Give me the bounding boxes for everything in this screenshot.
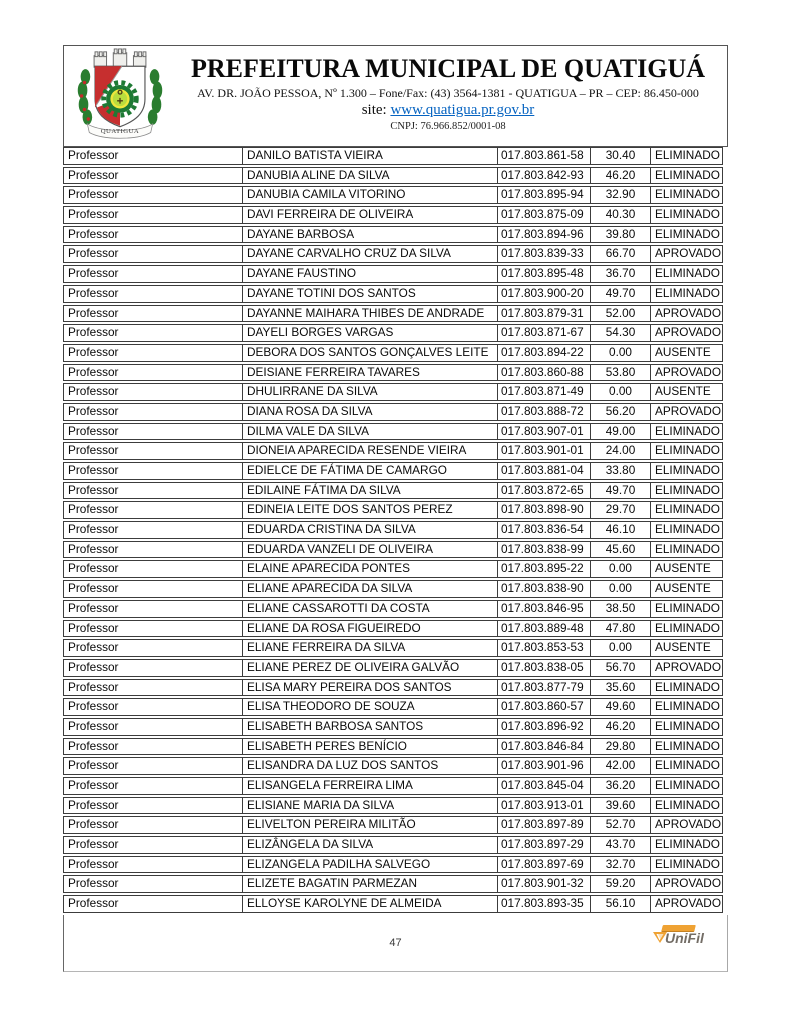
document-cell: 017.803.888-72 [498,404,591,420]
table-row [63,816,723,834]
cargo-cell: Professor [64,207,243,223]
table-row [63,167,723,185]
document-cell: 017.803.901-01 [498,443,591,459]
document-cell: 017.803.894-22 [498,345,591,361]
name-cell: DHULIRRANE DA SILVA [243,384,498,400]
name-cell: ELISA MARY PEREIRA DOS SANTOS [243,680,498,696]
cargo-cell: Professor [64,758,243,774]
document-cell: 017.803.895-48 [498,266,591,282]
status-cell: ELIMINADO [655,522,720,537]
document-cell: 017.803.875-09 [498,207,591,223]
table-row [63,797,723,815]
status-cell: APROVADO [655,246,721,261]
document-cell: 017.803.838-99 [498,542,591,558]
score-cell: 36.70 [591,266,651,282]
score-cell: 59.20 [591,876,651,892]
name-cell: DEISIANE FERREIRA TAVARES [243,365,498,381]
page-number: 47 [389,937,402,949]
document-cell: 017.803.860-57 [498,699,591,715]
status-cell: ELIMINADO [655,718,720,733]
site-link[interactable]: www.quatigua.pr.gov.br [390,102,535,118]
status-cell: ELIMINADO [655,797,720,812]
unifil-wordmark: UniFil [665,930,704,946]
document-cell: 017.803.897-89 [498,817,591,833]
document-cell: 017.803.913-01 [498,798,591,814]
document-cell: 017.803.901-96 [498,758,591,774]
status-cell: ELIMINADO [655,423,720,438]
cargo-cell: Professor [64,640,243,656]
document-cell: 017.803.836-54 [498,522,591,538]
cargo-cell: Professor [64,699,243,715]
status-cell: ELIMINADO [655,463,720,477]
table-row [63,639,723,657]
score-cell: 0.00 [591,640,651,656]
cargo-cell: Professor [64,561,243,577]
status-cell: ELIMINADO [655,837,720,852]
table-row [63,679,723,697]
table-row [63,305,723,323]
name-cell: ELIANE CASSAROTTI DA COSTA [243,601,498,617]
document-cell: 017.803.877-79 [498,680,591,696]
table-row [63,659,723,677]
status-cell: APROVADO [655,305,721,320]
document-cell: 017.803.871-67 [498,325,591,341]
score-cell: 56.10 [591,896,651,912]
document-cell: 017.803.860-88 [498,365,591,381]
table-row [63,600,723,618]
score-cell: 40.30 [591,207,651,223]
table-row [63,541,723,559]
name-cell: ELIANE PEREZ DE OLIVEIRA GALVÃO [243,660,498,676]
letterhead-text [169,46,727,134]
score-cell: 53.80 [591,365,651,381]
table-row [63,698,723,716]
status-cell: APROVADO [655,817,721,832]
name-cell: DAYANE BARBOSA [243,227,498,243]
score-cell: 47.80 [591,621,651,637]
document-cell: 017.803.846-84 [498,739,591,755]
table-row [63,757,723,775]
score-cell: 32.90 [591,187,651,203]
status-cell: ELIMINADO [655,167,720,182]
status-cell: ELIMINADO [655,600,720,615]
score-cell: 39.80 [591,227,651,243]
score-cell: 66.70 [591,246,651,262]
cargo-cell: Professor [64,739,243,755]
document-cell: 017.803.900-20 [498,286,591,302]
status-cell: ELIMINADO [655,187,720,202]
table-row [63,186,723,204]
score-cell: 45.60 [591,542,651,558]
document-cell: 017.803.838-90 [498,581,591,597]
table-row [63,226,723,244]
status-cell: AUSENTE [655,384,711,399]
table-row [63,482,723,500]
document-cell: 017.803.893-35 [498,896,591,912]
table-row [63,344,723,362]
name-cell: EDILAINE FÁTIMA DA SILVA [243,483,498,499]
status-cell: ELIMINADO [655,758,720,773]
status-cell: ELIMINADO [655,482,720,497]
document-cell: 017.803.895-94 [498,187,591,203]
name-cell: ELIVELTON PEREIRA MILITÃO [243,817,498,833]
cargo-cell: Professor [64,719,243,735]
score-cell: 0.00 [591,345,651,361]
name-cell: EDUARDA CRISTINA DA SILVA [243,522,498,538]
name-cell: DIANA ROSA DA SILVA [243,404,498,420]
status-cell: ELIMINADO [655,778,720,792]
score-cell: 0.00 [591,581,651,597]
status-cell: AUSENTE [655,561,711,576]
document-cell: 017.803.853-53 [498,640,591,656]
score-cell: 42.00 [591,758,651,774]
cargo-cell: Professor [64,345,243,361]
score-cell: 43.70 [591,837,651,853]
cargo-cell: Professor [64,522,243,538]
score-cell: 56.70 [591,660,651,676]
results-table [63,147,723,913]
document-cell: 017.803.898-90 [498,502,591,518]
cargo-cell: Professor [64,384,243,400]
table-row [63,364,723,382]
status-cell: ELIMINADO [655,443,720,458]
name-cell: ELIANE APARECIDA DA SILVA [243,581,498,597]
cargo-cell: Professor [64,798,243,814]
name-cell: ELISABETH PERES BENÍCIO [243,739,498,755]
score-cell: 49.00 [591,424,651,440]
name-cell: ELISIANE MARIA DA SILVA [243,798,498,814]
status-cell: ELIMINADO [655,699,720,714]
status-cell: ELIMINADO [655,266,720,281]
table-row [63,383,723,401]
name-cell: ELISA THEODORO DE SOUZA [243,699,498,715]
table-row [63,442,723,460]
score-cell: 35.60 [591,680,651,696]
status-cell: APROVADO [655,325,721,340]
name-cell: DAVI FERREIRA DE OLIVEIRA [243,207,498,223]
site-label: site: [361,102,387,118]
cargo-cell: Professor [64,837,243,853]
cnpj-line: CNPJ: 76.966.852/0001-08 [390,121,506,132]
name-cell: ELISANGELA FERREIRA LIMA [243,778,498,794]
cargo-cell: Professor [64,148,243,164]
status-cell: ELIMINADO [655,285,720,300]
cargo-cell: Professor [64,542,243,558]
cargo-cell: Professor [64,778,243,794]
status-cell: ELIMINADO [655,620,720,635]
cargo-cell: Professor [64,227,243,243]
score-cell: 0.00 [591,561,651,577]
table-row [63,423,723,441]
score-cell: 49.70 [591,286,651,302]
score-cell: 49.60 [591,699,651,715]
cargo-cell: Professor [64,680,243,696]
city-crest-logo [72,48,168,144]
table-row [63,206,723,224]
letterhead [63,45,728,147]
name-cell: DAYANE FAUSTINO [243,266,498,282]
table-row [63,875,723,893]
cargo-cell: Professor [64,286,243,302]
score-cell: 30.40 [591,148,651,164]
score-cell: 52.00 [591,306,651,322]
name-cell: DEBORA DOS SANTOS GONÇALVES LEITE [243,345,498,361]
status-cell: AUSENTE [655,581,711,596]
table-row [63,620,723,638]
table-row [63,501,723,519]
table-row [63,403,723,421]
score-cell: 46.20 [591,719,651,735]
name-cell: DANUBIA ALINE DA SILVA [243,168,498,184]
cargo-cell: Professor [64,306,243,322]
cargo-cell: Professor [64,896,243,912]
document-cell: 017.803.889-48 [498,621,591,637]
table-row [63,560,723,578]
cargo-cell: Professor [64,857,243,873]
status-cell: APROVADO [655,403,721,418]
cargo-cell: Professor [64,876,243,892]
document-cell: 017.803.881-04 [498,463,591,479]
name-cell: ELISANDRA DA LUZ DOS SANTOS [243,758,498,774]
status-cell: APROVADO [655,896,721,911]
table-row [63,856,723,874]
score-cell: 0.00 [591,384,651,400]
status-cell: APROVADO [655,659,721,674]
cargo-cell: Professor [64,601,243,617]
score-cell: 39.60 [591,798,651,814]
status-cell: ELIMINADO [655,502,720,517]
status-cell: ELIMINADO [655,226,720,241]
status-cell: AUSENTE [655,640,711,655]
document-cell: 017.803.838-05 [498,660,591,676]
name-cell: ELIZANGELA PADILHA SALVEGO [243,857,498,873]
name-cell: DAYELI BORGES VARGAS [243,325,498,341]
name-cell: EDIELCE DE FÁTIMA DE CAMARGO [243,463,498,479]
document-cell: 017.803.845-04 [498,778,591,794]
cargo-cell: Professor [64,443,243,459]
cargo-cell: Professor [64,817,243,833]
score-cell: 33.80 [591,463,651,479]
cargo-cell: Professor [64,325,243,341]
cargo-cell: Professor [64,246,243,262]
cargo-cell: Professor [64,502,243,518]
score-cell: 29.80 [591,739,651,755]
name-cell: ELISABETH BARBOSA SANTOS [243,719,498,735]
cargo-cell: Professor [64,187,243,203]
status-cell: ELIMINADO [655,207,720,222]
cargo-cell: Professor [64,365,243,381]
document-cell: 017.803.846-95 [498,601,591,617]
document-cell: 017.803.901-32 [498,876,591,892]
document-cell: 017.803.861-58 [498,148,591,164]
cargo-cell: Professor [64,463,243,479]
cargo-cell: Professor [64,404,243,420]
name-cell: DAYANE CARVALHO CRUZ DA SILVA [243,246,498,262]
cargo-cell: Professor [64,266,243,282]
table-row [63,245,723,263]
unifil-logo [653,925,705,957]
document-cell: 017.803.907-01 [498,424,591,440]
name-cell: ELIANE DA ROSA FIGUEIREDO [243,621,498,637]
score-cell: 32.70 [591,857,651,873]
status-cell: ELIMINADO [655,148,720,162]
cargo-cell: Professor [64,621,243,637]
score-cell: 49.70 [591,483,651,499]
score-cell: 54.30 [591,325,651,341]
table-row [63,324,723,342]
document-cell: 017.803.879-31 [498,306,591,322]
name-cell: DAYANE TOTINI DOS SANTOS [243,286,498,302]
name-cell: DANUBIA CAMILA VITORINO [243,187,498,203]
table-row [63,777,723,795]
table-row [63,285,723,303]
status-cell: AUSENTE [655,344,711,359]
table-row [63,265,723,283]
name-cell: ELAINE APARECIDA PONTES [243,561,498,577]
page-footer [63,915,728,972]
document-cell: 017.803.895-22 [498,561,591,577]
table-row [63,521,723,539]
document-cell: 017.803.894-96 [498,227,591,243]
score-cell: 46.20 [591,168,651,184]
score-cell: 29.70 [591,502,651,518]
table-row [63,147,723,165]
name-cell: DIONEIA APARECIDA RESENDE VIEIRA [243,443,498,459]
table-row [63,462,723,480]
table-row [63,580,723,598]
status-cell: ELIMINADO [655,738,720,753]
table-row [63,895,723,913]
name-cell: ELIZETE BAGATIN PARMEZAN [243,876,498,892]
page-title: PREFEITURA MUNICIPAL DE QUATIGUÁ [190,54,706,83]
document-cell: 017.803.896-92 [498,719,591,735]
score-cell: 46.10 [591,522,651,538]
cargo-cell: Professor [64,660,243,676]
address-line: AV. DR. JOÃO PESSOA, Nº 1.300 – Fone/Fax: (43) 3564-1381 - QUATIGUA – PR – CEP: 86.450-000 [197,86,699,100]
name-cell: DILMA VALE DA SILVA [243,424,498,440]
score-cell: 24.00 [591,443,651,459]
name-cell: ELLOYSE KAROLYNE DE ALMEIDA [243,896,498,912]
document-cell: 017.803.839-33 [498,246,591,262]
status-cell: APROVADO [655,364,721,379]
status-cell: ELIMINADO [655,541,720,556]
document-cell: 017.803.871-49 [498,384,591,400]
cargo-cell: Professor [64,483,243,499]
table-row [63,738,723,756]
name-cell: DANILO BATISTA VIEIRA [243,148,498,164]
document-cell: 017.803.897-29 [498,837,591,853]
cargo-cell: Professor [64,581,243,597]
name-cell: ELIANE FERREIRA DA SILVA [243,640,498,656]
document-cell: 017.803.897-69 [498,857,591,873]
status-cell: ELIMINADO [655,679,720,694]
table-row [63,836,723,854]
document-cell: 017.803.872-65 [498,483,591,499]
name-cell: EDUARDA VANZELI DE OLIVEIRA [243,542,498,558]
score-cell: 56.20 [591,404,651,420]
site-line [169,101,727,120]
name-cell: ELIZÂNGELA DA SILVA [243,837,498,853]
crest-motto: QUATIGUA [100,127,140,135]
document-cell: 017.803.842-93 [498,168,591,184]
score-cell: 52.70 [591,817,651,833]
cargo-cell: Professor [64,424,243,440]
name-cell: DAYANNE MAIHARA THIBES DE ANDRADE [243,306,498,322]
score-cell: 36.20 [591,778,651,794]
table-row [63,718,723,736]
status-cell: ELIMINADO [655,856,720,871]
status-cell: APROVADO [655,876,721,891]
cargo-cell: Professor [64,168,243,184]
score-cell: 38.50 [591,601,651,617]
name-cell: EDINEIA LEITE DOS SANTOS PEREZ [243,502,498,518]
